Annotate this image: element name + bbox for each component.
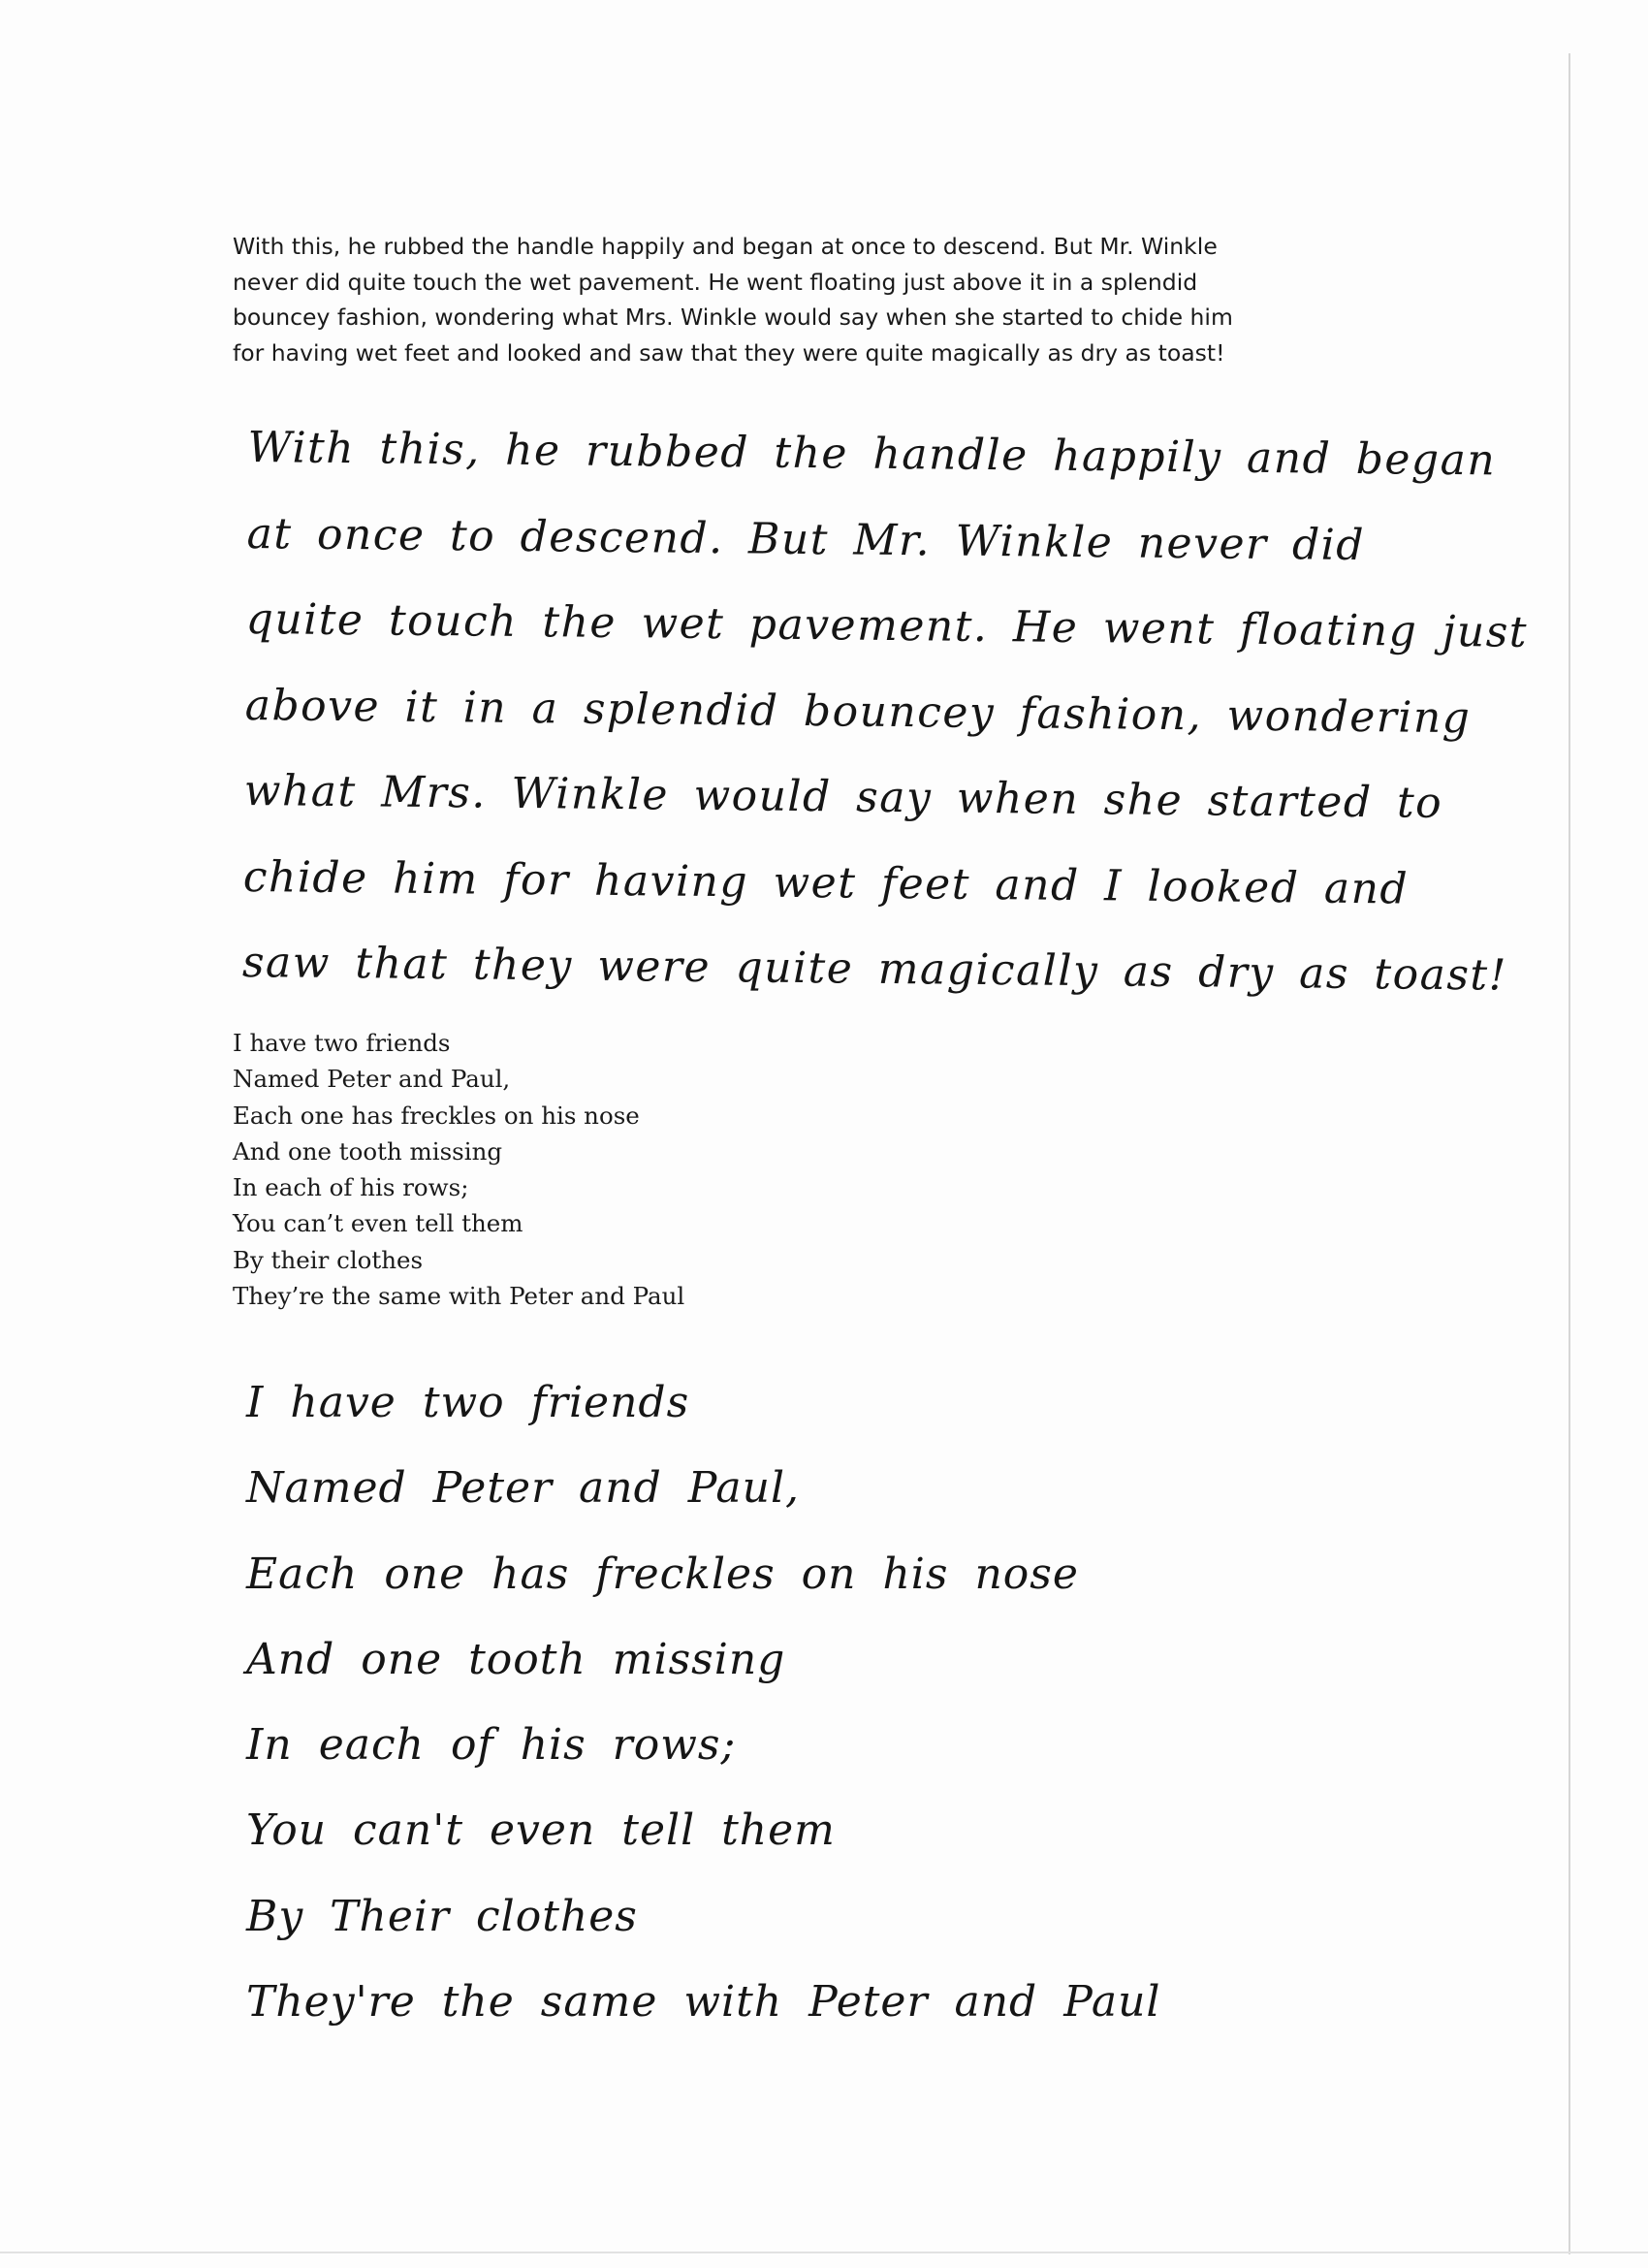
handwritten-poem-line: They're the same with Peter and Paul [246,1977,1161,2028]
scan-edge-right [1569,53,1570,2254]
printed-poem-line: In each of his rows; [233,1173,469,1202]
handwritten-poem-line: I have two friends [246,1378,690,1427]
printed-poem-line: And one tooth missing [233,1136,503,1166]
handwritten-passage-line: at once to descend. But Mr. Winkle never did [246,508,1366,570]
printed-poem-line: They’re the same with Peter and Paul [233,1282,685,1311]
handwritten-poem-line: By Their clothes [246,1891,638,1941]
printed-passage [233,229,1415,370]
printed-passage-line: never did quite touch the wet pavement. He went floating just above it in a splendid [233,268,1198,296]
printed-passage-line: for having wet feet and looked and saw that they were quite magically as dry as toast! [233,338,1225,367]
printed-poem-line: I have two friends [233,1029,451,1057]
handwritten-passage-line: what Mrs. Winkle would say when she started to [243,765,1443,828]
printed-poem-line: Named Peter and Paul, [233,1065,511,1094]
handwritten-poem-line: In each of his rows; [246,1720,737,1771]
handwritten-poem-line: Named Peter and Paul, [246,1463,801,1514]
printed-poem-line: Each one has freckles on his nose [233,1101,640,1130]
handwritten-passage-line: above it in a splendid bouncey fashion, wondering [244,680,1472,743]
handwritten-poem [246,1360,1160,2045]
handwritten-passage-line: quite touch the wet pavement. He went floating just [245,593,1529,657]
handwritten-passage-line: chide him for having wet feet and I looked and [242,851,1410,914]
handwritten-passage-line: saw that they were quite magically as dry as toast! [241,937,1508,1001]
handwritten-passage [242,405,1531,1019]
printed-poem-line: You can’t even tell them [233,1209,523,1238]
handwritten-poem-line: Each one has freckles on his nose [246,1549,1079,1599]
handwritten-poem-line: You can't even tell them [246,1805,836,1856]
printed-passage-line: With this, he rubbed the handle happily and began at once to descend. But Mr. Winkle [233,233,1218,260]
scan-edge-bottom [0,2252,1648,2253]
handwritten-passage-line: With this, he rubbed the handle happily and began [247,422,1497,486]
printed-poem [233,1025,684,1314]
handwritten-poem-line: And one tooth missing [246,1634,786,1684]
printed-poem-line: By their clothes [233,1245,424,1274]
printed-passage-line: bouncey fashion, wondering what Mrs. Winkle would say when she started to chide him [233,303,1233,332]
